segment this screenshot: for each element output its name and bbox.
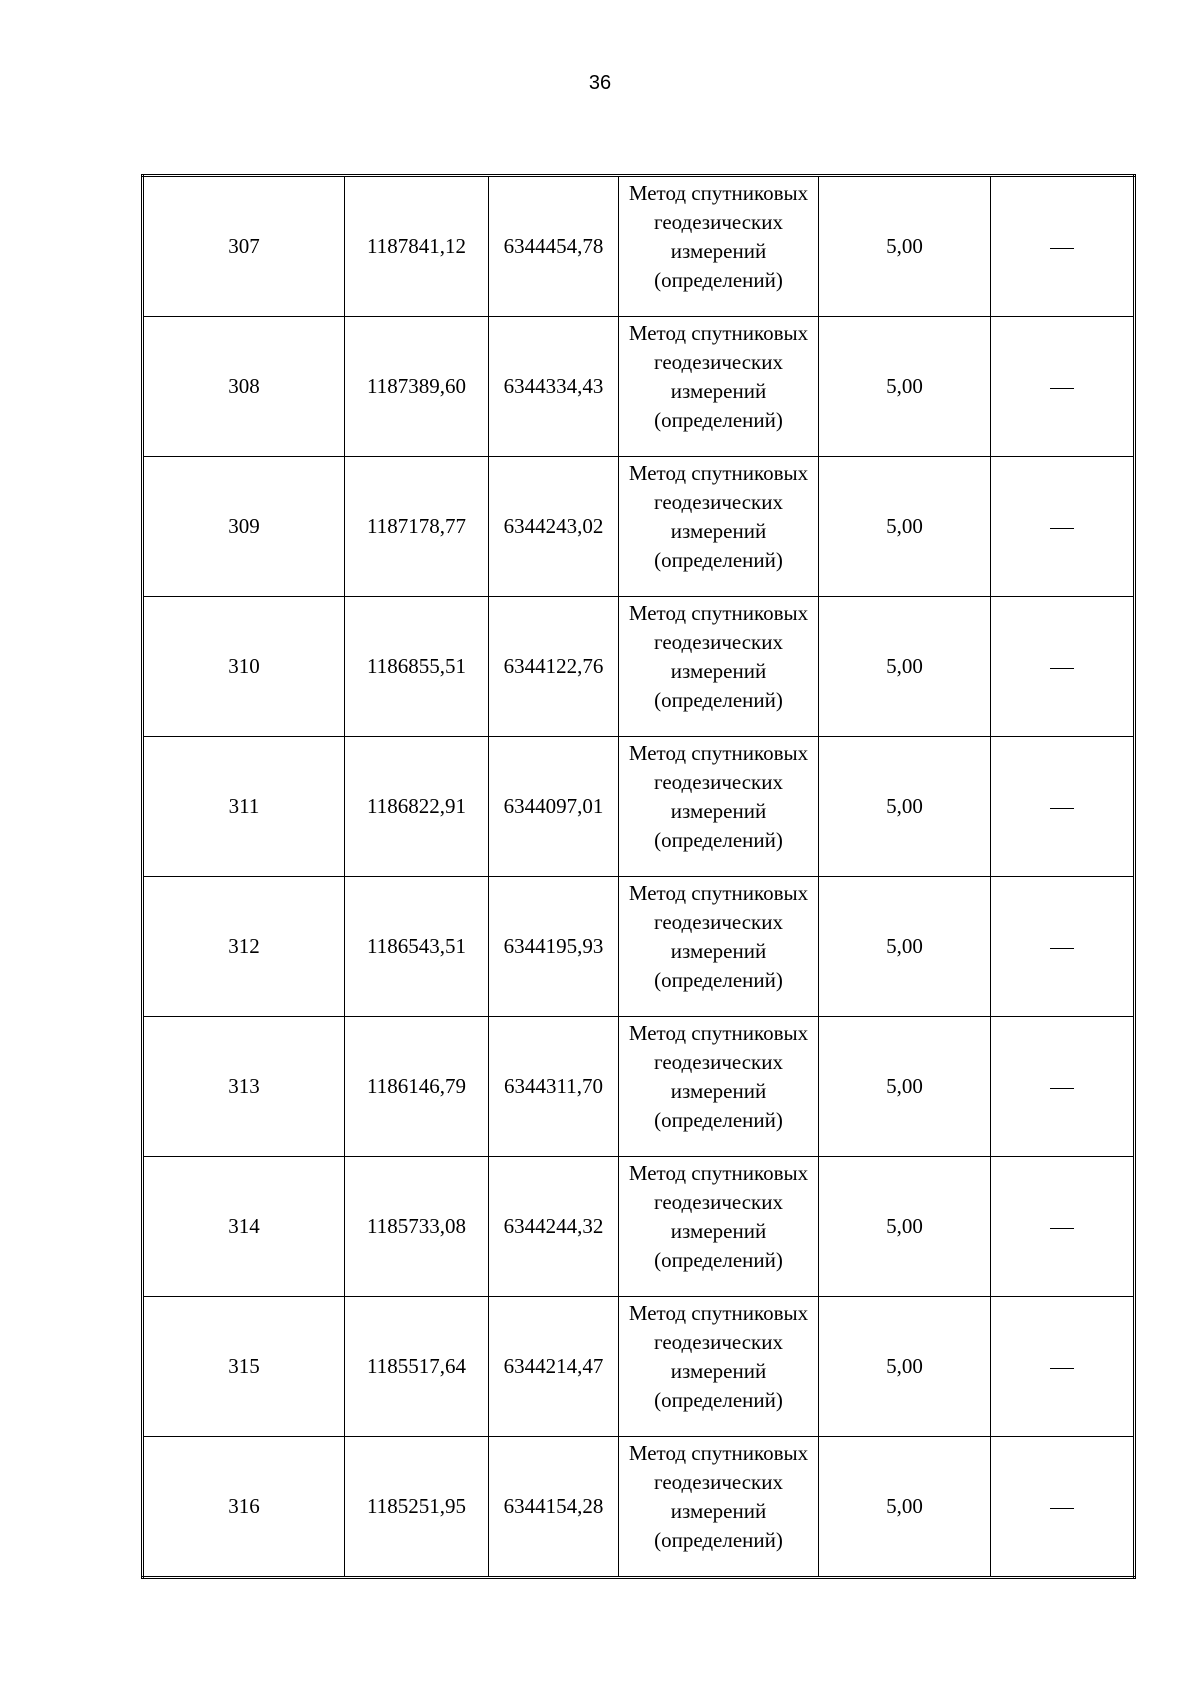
method-text-line: (определений) (654, 1388, 783, 1412)
dash-mark (1050, 388, 1074, 389)
accuracy-cell: 5,00 (819, 176, 991, 317)
table-row (143, 1157, 1135, 1297)
x-coordinate-cell: 1186822,91 (345, 737, 489, 877)
method-text-line: Метод спутниковых (628, 601, 809, 625)
method-cell (619, 877, 819, 1017)
note-cell (991, 737, 1135, 877)
method-text-line: Метод спутниковых (628, 881, 809, 905)
point-number-cell: 309 (143, 457, 345, 597)
method-text-line: геодезических (653, 770, 783, 794)
point-number-cell: 308 (143, 317, 345, 457)
method-text-line: Метод спутниковых (628, 461, 809, 485)
point-number-cell: 315 (143, 1297, 345, 1437)
method-text-line: (определений) (654, 408, 783, 432)
dash-mark (1050, 1228, 1074, 1229)
method-cell (619, 176, 819, 317)
table-row (143, 176, 1135, 317)
y-coordinate-cell: 6344097,01 (489, 737, 619, 877)
y-coordinate-cell: 6344154,28 (489, 1437, 619, 1578)
x-coordinate-cell: 1187389,60 (345, 317, 489, 457)
x-coordinate-cell: 1186146,79 (345, 1017, 489, 1157)
table-row (143, 1297, 1135, 1437)
method-text-line: (определений) (654, 268, 783, 292)
x-coordinate-cell: 1187178,77 (345, 457, 489, 597)
dash-mark (1050, 1368, 1074, 1369)
note-cell (991, 317, 1135, 457)
method-text-line: геодезических (653, 1050, 783, 1074)
table-row (143, 317, 1135, 457)
point-number-cell: 311 (143, 737, 345, 877)
method-cell (619, 457, 819, 597)
method-text-line: Метод спутниковых (628, 1441, 809, 1465)
method-text-line: измерений (670, 1079, 767, 1103)
accuracy-cell: 5,00 (819, 1157, 991, 1297)
y-coordinate-cell: 6344454,78 (489, 176, 619, 317)
method-text-line: (определений) (654, 1248, 783, 1272)
table-body (143, 176, 1135, 1578)
method-text-line: геодезических (653, 910, 783, 934)
accuracy-cell: 5,00 (819, 877, 991, 1017)
method-cell (619, 737, 819, 877)
point-number-cell: 314 (143, 1157, 345, 1297)
x-coordinate-cell: 1185251,95 (345, 1437, 489, 1578)
table-row (143, 877, 1135, 1017)
method-text-line: измерений (670, 1219, 767, 1243)
point-number-cell: 312 (143, 877, 345, 1017)
method-cell (619, 1297, 819, 1437)
accuracy-cell: 5,00 (819, 1017, 991, 1157)
method-cell (619, 1017, 819, 1157)
point-number-cell: 313 (143, 1017, 345, 1157)
note-cell (991, 1157, 1135, 1297)
y-coordinate-cell: 6344195,93 (489, 877, 619, 1017)
dash-mark (1050, 1088, 1074, 1089)
method-text-line: геодезических (653, 1470, 783, 1494)
dash-mark (1050, 808, 1074, 809)
method-text-line: (определений) (654, 828, 783, 852)
accuracy-cell: 5,00 (819, 1437, 991, 1578)
table-row (143, 1017, 1135, 1157)
dash-mark (1050, 528, 1074, 529)
point-number-cell: 310 (143, 597, 345, 737)
note-cell (991, 1017, 1135, 1157)
method-text-line: Метод спутниковых (628, 1021, 809, 1045)
accuracy-cell: 5,00 (819, 737, 991, 877)
method-text-line: геодезических (653, 1330, 783, 1354)
accuracy-cell: 5,00 (819, 1297, 991, 1437)
dash-mark (1050, 668, 1074, 669)
method-text-line: Метод спутниковых (628, 321, 809, 345)
x-coordinate-cell: 1185517,64 (345, 1297, 489, 1437)
method-text-line: Метод спутниковых (628, 1161, 809, 1185)
accuracy-cell: 5,00 (819, 317, 991, 457)
table-row (143, 457, 1135, 597)
method-text-line: измерений (670, 1499, 767, 1523)
method-text-line: геодезических (653, 210, 783, 234)
method-text-line: геодезических (653, 490, 783, 514)
method-text-line: измерений (670, 939, 767, 963)
method-text-line: (определений) (654, 1108, 783, 1132)
y-coordinate-cell: 6344122,76 (489, 597, 619, 737)
x-coordinate-cell: 1185733,08 (345, 1157, 489, 1297)
method-text-line: Метод спутниковых (628, 181, 809, 205)
method-text-line: измерений (670, 659, 767, 683)
y-coordinate-cell: 6344311,70 (489, 1017, 619, 1157)
dash-mark (1050, 948, 1074, 949)
note-cell (991, 1437, 1135, 1578)
note-cell (991, 176, 1135, 317)
note-cell (991, 877, 1135, 1017)
note-cell (991, 1297, 1135, 1437)
note-cell (991, 597, 1135, 737)
method-cell (619, 597, 819, 737)
x-coordinate-cell: 1187841,12 (345, 176, 489, 317)
y-coordinate-cell: 6344214,47 (489, 1297, 619, 1437)
table-row (143, 597, 1135, 737)
y-coordinate-cell: 6344244,32 (489, 1157, 619, 1297)
method-text-line: (определений) (654, 688, 783, 712)
dash-mark (1050, 248, 1074, 249)
method-text-line: (определений) (654, 968, 783, 992)
y-coordinate-cell: 6344334,43 (489, 317, 619, 457)
accuracy-cell: 5,00 (819, 597, 991, 737)
point-number-cell: 316 (143, 1437, 345, 1578)
method-text-line: измерений (670, 799, 767, 823)
method-text-line: геодезических (653, 350, 783, 374)
method-text-line: измерений (670, 519, 767, 543)
point-number-cell: 307 (143, 176, 345, 317)
table-row (143, 737, 1135, 877)
method-text-line: измерений (670, 1359, 767, 1383)
x-coordinate-cell: 1186855,51 (345, 597, 489, 737)
method-text-line: (определений) (654, 548, 783, 572)
method-text-line: измерений (670, 239, 767, 263)
method-text-line: геодезических (653, 1190, 783, 1214)
coordinates-table (141, 174, 1136, 1579)
dash-mark (1050, 1508, 1074, 1509)
method-text-line: геодезических (653, 630, 783, 654)
method-cell (619, 317, 819, 457)
method-text-line: (определений) (654, 1528, 783, 1552)
accuracy-cell: 5,00 (819, 457, 991, 597)
method-text-line: измерений (670, 379, 767, 403)
method-cell (619, 1157, 819, 1297)
x-coordinate-cell: 1186543,51 (345, 877, 489, 1017)
y-coordinate-cell: 6344243,02 (489, 457, 619, 597)
method-text-line: Метод спутниковых (628, 1301, 809, 1325)
table-row (143, 1437, 1135, 1578)
note-cell (991, 457, 1135, 597)
method-cell (619, 1437, 819, 1578)
method-text-line: Метод спутниковых (628, 741, 809, 765)
page-number: 36 (588, 72, 612, 94)
